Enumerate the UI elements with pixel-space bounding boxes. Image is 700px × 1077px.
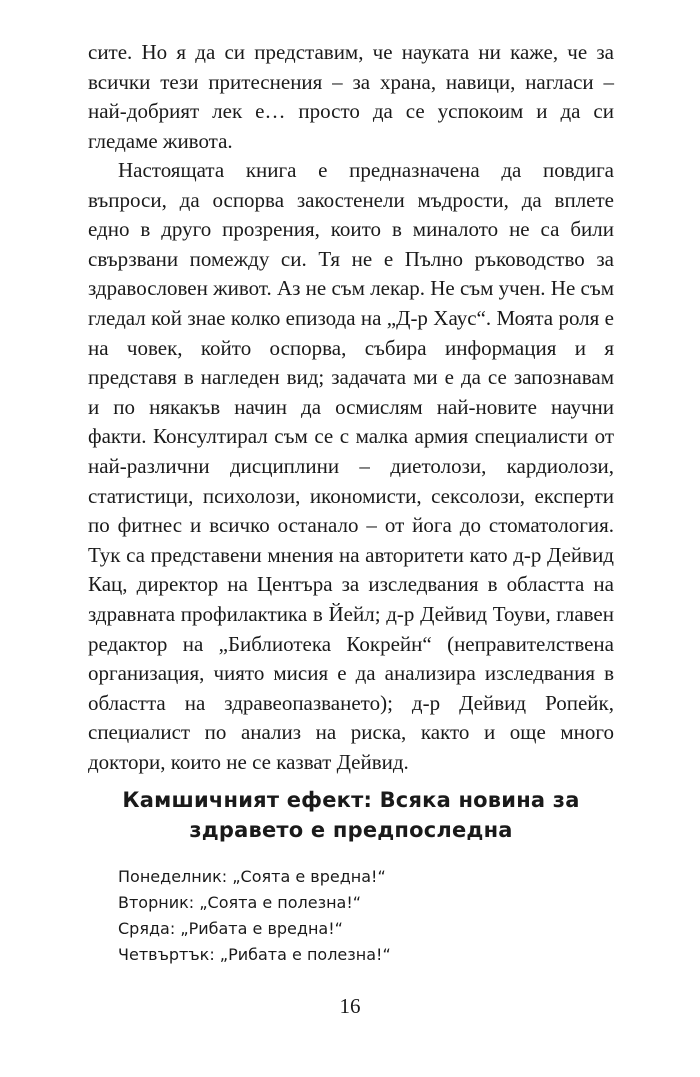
list-item: Четвъртък: „Рибата е полезна!“ — [118, 945, 391, 964]
section-heading — [88, 785, 614, 845]
list-item: Понеделник: „Соята е вредна!“ — [118, 867, 386, 886]
page-number: 16 — [339, 994, 361, 1018]
list-item: Вторник: „Соята е полезна!“ — [118, 893, 362, 912]
heading-line-2: здравето е предпоследна — [189, 818, 513, 842]
weekday-headlines-list — [118, 864, 391, 968]
heading-line-1: Камшичният ефект: Всяка новина за — [122, 788, 580, 812]
list-item: Сряда: „Рибата е вредна!“ — [118, 919, 343, 938]
paragraph-book-purpose — [88, 156, 614, 777]
paragraph-text: Настоящата книга е предназначена да повдига въпроси, да оспорва закостенели мъдрости, да вплете едно в друго прозрения, които в миналото не са били свързвани помежду си. Тя не е Пълно ръководство за здравословен живот. Аз не съм лекар. Не съм учен. Не съм гледал кой знае колко епизода на „Д-р Хаус“. Моята роля е на човек, който оспорва, събира информация и я представя в нагледен вид; задачата ми е да се запознавам и по някакъв начин да осмислям най-новите научни факти. Консултирал съм се с малка армия специалисти от най-различни дисциплини – диетолози, кардиолози, статистици, психолози, икономисти, сексолози, експерти по фитнес и всичко останало – от йога до стоматология. Тук са представени мнения на авторитети като д-р Дейвид Кац, директор на Центъра за изследвания в областта на здравната профилактика в Йейл; д-р Дейвид Тоуви, главен редактор на „Библиотека Кокрейн“ (неправителствена организация, чиято мисия е да анализира изследвания в областта на здравеопазването); д-р Дейвид Ропейк, специалист по анализ на риска, както и още много доктори, които не се казват Дейвид. — [88, 158, 614, 774]
paragraph-text: сите. Но я да си представим, че науката ни каже, че за всички тези притеснения – за храна, навици, нагласи – най-добрият лек е… просто да се успокоим и да си гледаме живота. — [88, 40, 614, 153]
paragraph-continuation — [88, 38, 614, 156]
